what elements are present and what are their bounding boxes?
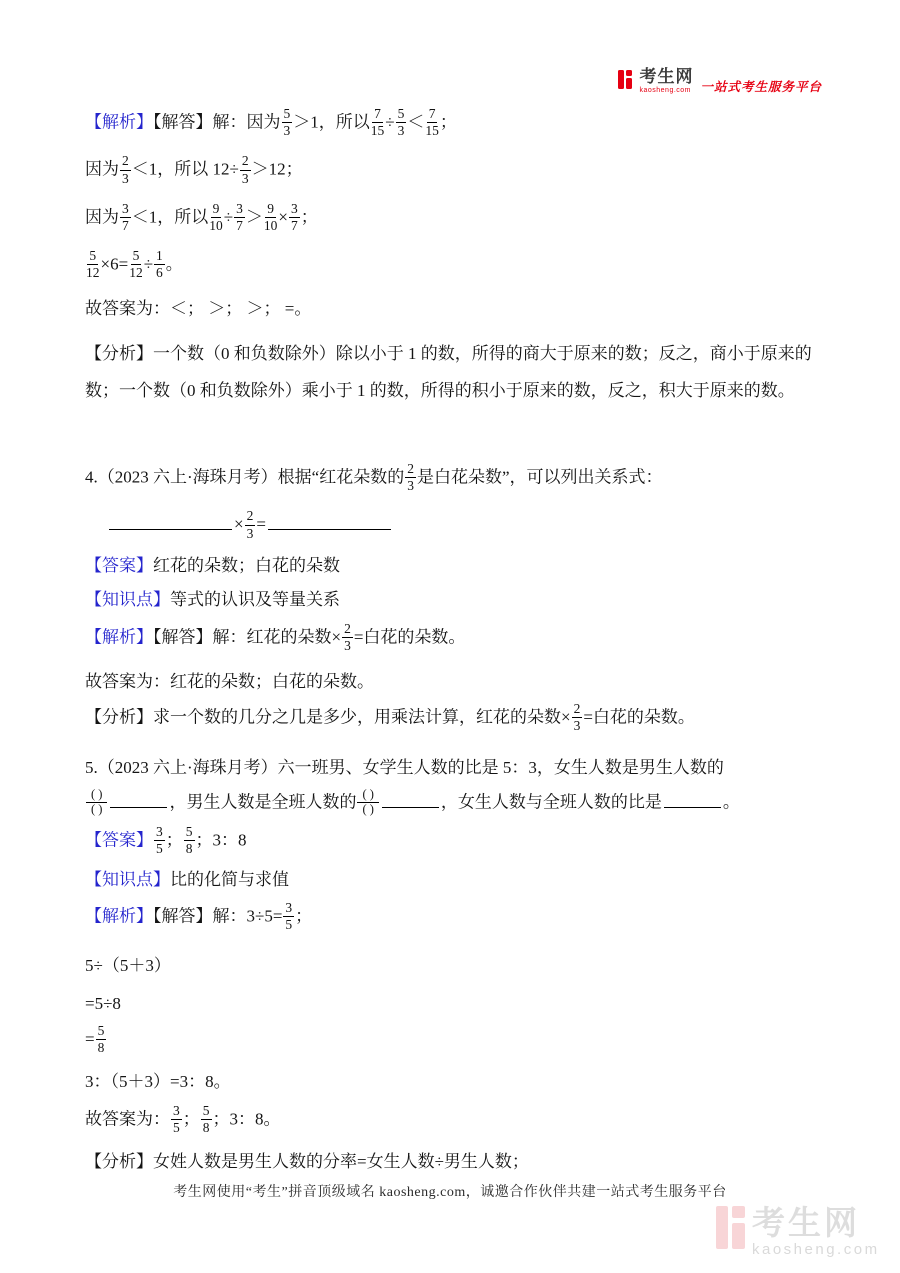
text-run: ； <box>182 1109 200 1129</box>
document-body <box>0 108 900 1175</box>
operator: ＜ <box>407 112 425 132</box>
fraction-numerator: 2 <box>120 154 131 170</box>
fraction <box>120 154 131 185</box>
fraction-numerator: 2 <box>405 462 416 478</box>
fraction-denominator: 8 <box>202 1120 210 1136</box>
fraction-denominator: 15 <box>370 123 385 139</box>
fraction-numerator: 5 <box>131 249 142 265</box>
brand-domain: kaosheng.com <box>639 87 692 94</box>
operator: ÷ <box>385 112 395 132</box>
text-run: 红花的朵数；白花的朵数 <box>153 555 340 575</box>
fraction <box>96 1024 107 1055</box>
fraction-numerator: 3 <box>154 825 165 841</box>
q4-solution-line <box>85 623 815 654</box>
watermark-brand: 考生网 <box>752 1204 860 1241</box>
fraction-denominator: ( ) <box>362 802 374 817</box>
text-run: 【分析】求一个数的几分之几是多少，用乘法计算，红花的朵数× <box>85 707 571 727</box>
operator: ÷ <box>223 207 234 227</box>
text-run: ； <box>300 207 318 227</box>
fraction-numerator: 7 <box>427 107 438 123</box>
fraction-numerator: ( ) <box>357 788 378 803</box>
fraction-numerator: 2 <box>342 622 353 638</box>
fraction-numerator: 9 <box>211 202 222 218</box>
operator: = <box>256 515 266 535</box>
text-run: ＞1，所以 <box>293 112 370 132</box>
fraction-numerator: 5 <box>396 107 407 123</box>
answer-blank <box>382 790 439 808</box>
q3-analysis-paragraph <box>85 335 815 409</box>
operator: × <box>278 207 288 227</box>
text-run: 故答案为： <box>85 1109 170 1129</box>
fraction-numerator: 7 <box>372 107 383 123</box>
fraction-numerator: 3 <box>171 1104 182 1120</box>
q4-answer-line <box>85 554 815 579</box>
fraction-numerator: 5 <box>201 1104 212 1120</box>
text-run: 。 <box>722 792 740 812</box>
fraction-numerator: 5 <box>87 249 98 265</box>
q5-answer-line <box>85 826 815 857</box>
text-run: =白花的朵数。 <box>353 627 466 647</box>
question-number-and-text: 5.（2023 六上·海珠月考）六一班男、女学生人数的比是 5：3，女生人数是男生人数的 <box>85 758 724 778</box>
text-run: ；3：8。 <box>212 1109 281 1129</box>
q5-work-line-1 <box>85 954 815 979</box>
brand-name: 考生网 <box>639 67 694 86</box>
knowledge-point-label: 【知识点】 <box>85 590 170 610</box>
fraction-denominator: 3 <box>573 718 581 734</box>
fraction-denominator: 12 <box>129 265 143 281</box>
fraction <box>396 107 407 138</box>
watermark-text <box>752 1206 880 1257</box>
fraction <box>283 901 294 932</box>
q3-solution-line-2 <box>85 155 815 186</box>
fraction-denominator: 3 <box>283 123 291 139</box>
fraction <box>86 249 100 280</box>
answer-step-label: 【解答】 <box>153 112 213 132</box>
knowledge-point-label: 【知识点】 <box>85 869 170 889</box>
text-run: 数；一个数（0 和负数除外）乘小于 1 的数，所得的积小于原来的数，反之，积大于原来的数。 <box>85 381 795 401</box>
fraction <box>245 509 256 540</box>
text-run: ＜1，所以 12÷ <box>131 159 239 179</box>
q5-work-line-3 <box>85 1022 815 1056</box>
fraction-numerator: 3 <box>283 901 294 917</box>
text-run: ； <box>295 906 313 926</box>
text-run: ，男生人数是全班人数的 <box>169 792 357 812</box>
text-run: 5÷（5＋3） <box>85 955 171 975</box>
fraction <box>184 825 195 856</box>
q4-relation-formula <box>85 510 815 541</box>
fraction-denominator: 3 <box>122 170 129 186</box>
fraction-numerator: 2 <box>572 702 583 718</box>
fraction-denominator: 6 <box>156 265 163 281</box>
text-run: 解：因为 <box>212 112 281 132</box>
q4-final-answer <box>85 670 815 695</box>
fraction <box>201 1104 212 1135</box>
text-run: 故答案为：红花的朵数；白花的朵数。 <box>85 672 374 692</box>
fraction <box>240 154 251 185</box>
text-run: ＜1，所以 <box>131 207 209 227</box>
fraction-numerator: 5 <box>282 107 293 123</box>
fraction-denominator: 7 <box>236 217 243 233</box>
q3-solution-line-1 <box>85 108 815 139</box>
analysis-label: 【解析】 <box>85 112 153 132</box>
q3-solution-line-4 <box>85 250 815 281</box>
text-run: 解：红花的朵数× <box>212 627 342 647</box>
q5-question-stem-line-1 <box>85 756 815 781</box>
operator: ＞ <box>245 207 263 227</box>
operator: = <box>85 1029 95 1049</box>
text-run: =5÷8 <box>85 994 121 1014</box>
fraction-denominator: 3 <box>344 638 351 654</box>
fraction <box>572 702 583 733</box>
text-run: ；3：8 <box>195 830 247 850</box>
text-run: 【分析】女姓人数是男生人数的分率=女生人数÷男生人数； <box>85 1152 529 1172</box>
text-run: 。 <box>165 254 183 274</box>
brand-tagline: 一站式考生服务平台 <box>700 80 822 94</box>
kaosheng-logo <box>618 68 822 95</box>
fraction-denominator: 5 <box>156 841 163 857</box>
text-run: ； <box>165 830 183 850</box>
fraction-denominator: ( ) <box>91 802 103 817</box>
q5-final-answer <box>85 1102 815 1136</box>
fraction-numerator: 3 <box>234 202 245 218</box>
fraction <box>342 622 353 653</box>
q5-analysis-line <box>85 1150 815 1175</box>
q3-solution-line-3 <box>85 200 815 234</box>
text-run: 等式的认识及等量关系 <box>170 590 340 610</box>
fraction <box>264 202 278 233</box>
text-run: 故答案为：＜； ＞； ＞； =。 <box>85 299 312 319</box>
answer-step-label: 【解答】 <box>153 627 213 647</box>
answer-blank <box>664 790 721 808</box>
fraction-denominator: 3 <box>246 525 254 541</box>
page-header <box>0 0 900 108</box>
q5-knowledge-point-line <box>85 868 815 893</box>
fraction-numerator: 2 <box>240 154 251 170</box>
fraction-numerator: 1 <box>154 249 165 265</box>
text-run: ； <box>439 112 457 132</box>
fraction <box>289 202 300 233</box>
fraction <box>405 462 416 493</box>
text-run: ×6= <box>100 254 129 274</box>
fraction-numerator: 3 <box>289 202 300 218</box>
fraction-numerator: 3 <box>120 202 131 218</box>
fraction <box>209 202 223 233</box>
fraction-numerator: ( ) <box>86 788 107 803</box>
fraction <box>282 107 293 138</box>
blank-fraction <box>357 788 378 817</box>
fraction-numerator: 5 <box>96 1024 107 1040</box>
q5-work-line-4 <box>85 1070 815 1095</box>
answer-label: 【答案】 <box>85 830 153 850</box>
fraction <box>425 107 439 138</box>
text-run: 是白花朵数”，可以列出关系式： <box>416 467 663 487</box>
watermark-domain: kaosheng.com <box>752 1241 880 1258</box>
analysis-label: 【解析】 <box>85 627 153 647</box>
text-run: 因为 <box>85 207 119 227</box>
fraction-denominator: 3 <box>241 170 249 186</box>
kaosheng-watermark-icon <box>716 1206 745 1249</box>
fraction-numerator: 2 <box>245 509 256 525</box>
fraction-numerator: 9 <box>265 202 276 218</box>
answer-label: 【答案】 <box>85 555 153 575</box>
operator: ÷ <box>143 254 154 274</box>
logo-text <box>639 68 693 94</box>
page-footer <box>0 1181 900 1201</box>
fraction-denominator: 3 <box>407 478 414 494</box>
fraction <box>154 825 165 856</box>
fraction-denominator: 12 <box>86 265 100 281</box>
fraction <box>234 202 245 233</box>
text-run: 比的化简与求值 <box>170 869 289 889</box>
question-number-and-text: 4.（2023 六上·海珠月考）根据“红花朵数的 <box>85 467 405 487</box>
text-run: ＞12； <box>251 159 303 179</box>
answer-blank <box>268 512 391 530</box>
answer-step-label: 【解答】 <box>153 906 213 926</box>
fraction-denominator: 5 <box>173 1120 180 1136</box>
kaosheng-logo-icon <box>618 70 635 89</box>
q4-knowledge-point-line <box>85 588 815 613</box>
fraction <box>171 1104 182 1135</box>
fraction-denominator: 15 <box>425 123 439 139</box>
answer-blank <box>110 790 167 808</box>
q5-work-line-2 <box>85 992 815 1017</box>
fraction <box>371 107 385 138</box>
q4-analysis-line <box>85 703 815 734</box>
fraction-denominator: 5 <box>285 917 293 933</box>
q5-question-stem-line-2 <box>85 789 815 818</box>
text-run: 3：（5＋3）=3：8。 <box>85 1072 231 1092</box>
footer-text: 考生网使用“考生”拼音顶级域名 kaosheng.com，诚邀合作伙伴共建一站式考生服务平台 <box>173 1185 727 1200</box>
fraction-denominator: 8 <box>185 841 193 857</box>
fraction <box>120 202 131 233</box>
text-run: =白花的朵数。 <box>583 707 695 727</box>
fraction-denominator: 7 <box>122 217 129 233</box>
q5-solution-line <box>85 902 815 933</box>
operator: × <box>234 515 244 535</box>
fraction-denominator: 3 <box>397 123 405 139</box>
fraction-denominator: 8 <box>97 1040 105 1056</box>
fraction-numerator: 5 <box>184 825 195 841</box>
text-run: 【分析】一个数（0 和负数除外）除以小于 1 的数，所得的商大于原来的数；反之，商小于原来的 <box>85 344 812 364</box>
text-run: 因为 <box>85 159 119 179</box>
q3-final-answer <box>85 297 815 322</box>
fraction <box>154 249 165 280</box>
analysis-label: 【解析】 <box>85 906 153 926</box>
text-run: 解：3÷5= <box>212 906 283 926</box>
fraction-denominator: 7 <box>290 217 298 233</box>
q4-question-stem <box>85 463 815 494</box>
kaosheng-watermark <box>716 1206 880 1257</box>
blank-fraction <box>86 788 107 817</box>
fraction-denominator: 10 <box>263 217 278 233</box>
fraction-denominator: 10 <box>209 217 223 233</box>
text-run: ，女生人数与全班人数的比是 <box>440 792 662 812</box>
answer-blank <box>109 512 232 530</box>
section-gap <box>85 409 815 423</box>
fraction <box>129 249 143 280</box>
